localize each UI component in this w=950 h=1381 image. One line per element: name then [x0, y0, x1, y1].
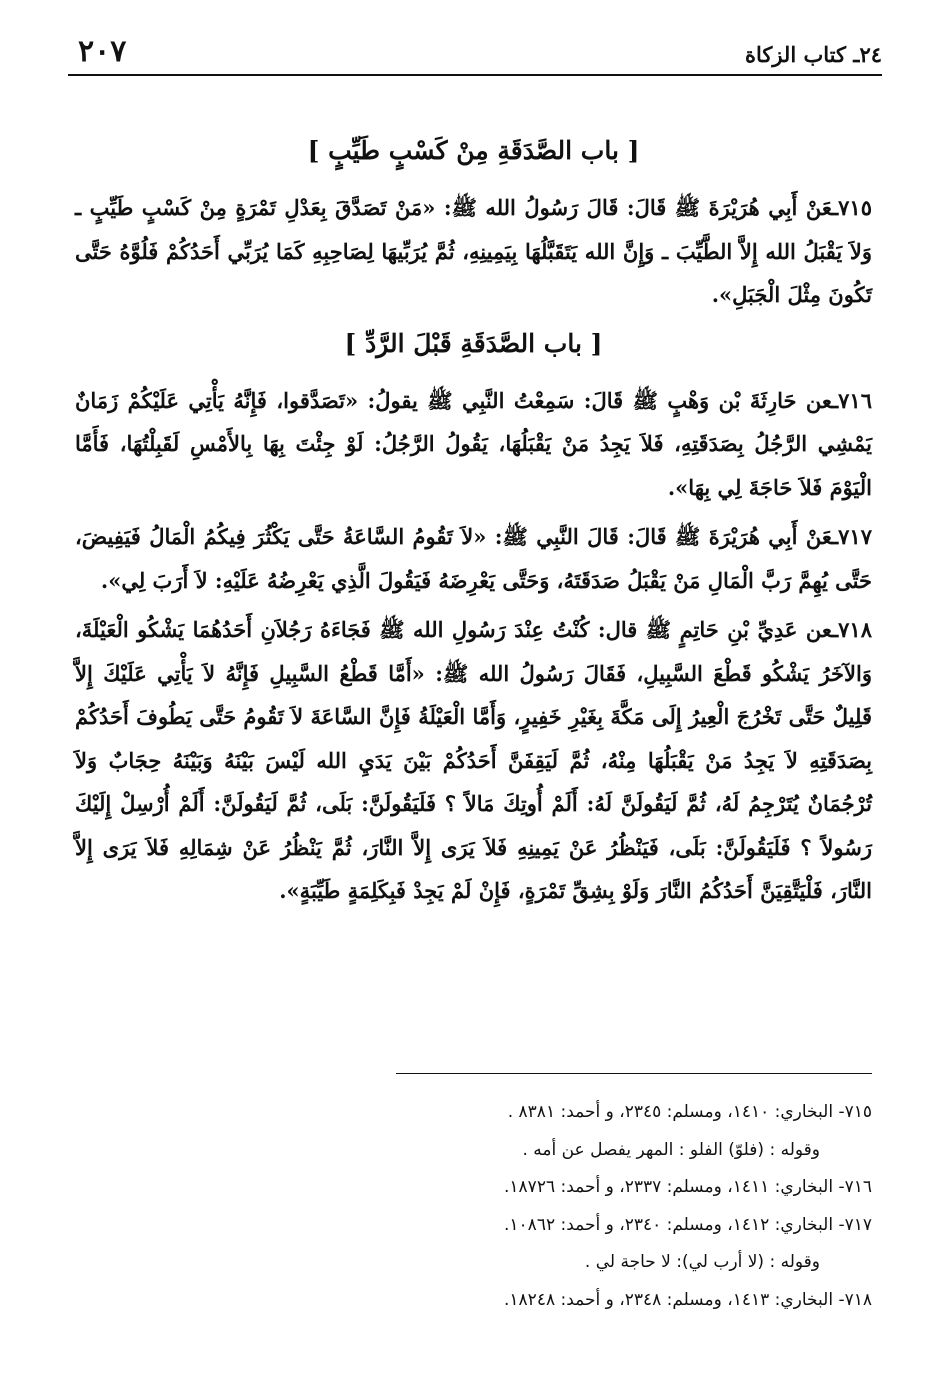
hadith-number: ٧١٦ـ — [832, 387, 872, 413]
hadith-paragraph — [75, 379, 872, 510]
hadith-number: ٧١٨ـ — [832, 617, 872, 642]
hadith-paragraph — [75, 186, 872, 317]
footnotes — [300, 1094, 872, 1319]
footnote-item: ٧١٥- البخاري: ١٤١٠، ومسلم: ٢٣٤٥، و أحمد: ٨٣٨١ . — [507, 1102, 872, 1122]
hadith-number: ٧١٧ـ — [832, 524, 872, 549]
footnote-item: ٧١٨- البخاري: ١٤١٣، ومسلم: ٢٣٤٨، و أحمد: ١٨٢٤٨. — [504, 1289, 872, 1310]
section-title: [ باب الصَّدَقَةِ مِنْ كَسْبٍ طَيِّبٍ ] — [307, 136, 640, 165]
footnote-item: وقوله : (لا أرب لي): لا حاجة لي . — [584, 1252, 820, 1272]
footnote-item: ٧١٦- البخاري: ١٤١١، ومسلم: ٢٣٣٧، و أحمد: ١٨٧٢٦. — [504, 1177, 872, 1197]
hadith-text: عن حَارِثَةَ بْن وَهْبٍ ﷺ قَالَ: سَمِعْتُ النَّبِي ﷺ يقولُ: «تَصَدَّقوا، فَإِنَّهُ يَأْتِي عَلَيْكُمْ زَمَانٌ يَمْشِي الرَّجُلُ بِصَدَقَتِهِ، فَلاَ يَجِدُ مَنْ يَقْبَلُهَا، يَقُولُ الرَّجُلُ: لَوْ جِئْتَ بِهَا بِالأَمْسِ لَقَبِلْتُهَا، فَأَمَّا الْيَوْمَ فَلاَ حَاجَةَ لِي بِهَا». — [75, 387, 872, 500]
footnote-item: وقوله : (فلوّ) الفلو : المهر يفصل عن أمه . — [522, 1139, 820, 1160]
hadith-paragraph — [75, 608, 872, 913]
hadith-text: عَنْ أَبِي هُرَيْرَةَ ﷺ قَالَ: قَالَ رَسُولُ الله ﷺ: «مَنْ تَصَدَّقَ بِعَدْلِ تَمْرَةٍ مِنْ كَسْبٍ طَيِّبٍ ـ وَلاَ يَقْبَلُ الله إِلاَّ الطَّيِّبَ ـ وَإِنَّ الله يَتَقَبَّلُهَا بِيَمِينِهِ، ثُمَّ يُرَبِّيهَا لِصَاحِبِهِ كَمَا يُرَبِّي أَحَدُكُمْ فَلُوَّهُ حَتَّى تَكُونَ مِثْلَ الْجَبَلِ». — [75, 195, 872, 307]
page-number: ٢٠٧ — [78, 34, 127, 69]
page-header — [68, 28, 882, 76]
footnote-item: ٧١٧- البخاري: ١٤١٢، ومسلم: ٢٣٤٠، و أحمد: ١٠٨٦٢. — [504, 1214, 872, 1235]
hadith-number: ٧١٥ـ — [832, 195, 872, 220]
footnote-divider — [396, 1073, 872, 1074]
chapter-title: ٢٤ـ كتاب الزكاة — [744, 42, 882, 67]
hadith-paragraph — [75, 515, 872, 602]
header-divider — [68, 74, 882, 76]
hadith-text: عَنْ أَبِي هُرَيْرَةَ ﷺ قَالَ: قَالَ النَّبِي ﷺ: «لاَ تَقُومُ السَّاعَةُ حَتَّى يَكْثُرَ فِيكُمُ الْمَالُ فَيَفِيضَ، حَتَّى يُهِمَّ رَبَّ الْمَالِ مَنْ يَقْبَلُ صَدَقَتَهُ، وَحَتَّى يَعْرِضَهُ فَيَقُولَ الَّذِي يَعْرِضُهُ عَلَيْهِ: لاَ أَرَبَ لِي». — [75, 524, 872, 593]
hadith-text: عن عَدِيِّ بْنِ حَاتِمٍ ﷺ قال: كُنْتُ عِنْدَ رَسُولِ الله ﷺ فَجَاءَهُ رَجُلاَنِ أَحَدُهُمَا يَشْكُو الْعَيْلَةَ، وَالآخَرُ يَشْكُو قَطْعَ السَّبِيلِ، فَقَالَ رَسُولُ الله ﷺ: «أَمَّا قَطْعُ السَّبِيلِ فَإِنَّهُ لاَ يَأْتِي عَلَيْكَ إِلاَّ قَلِيلٌ حَتَّى تَخْرُجَ الْعِيرُ إِلَى مَكَّةَ بِغَيْرِ خَفِيرٍ، وَأَمَّا الْعَيْلَةُ فَإِنَّ السَّاعَةَ لاَ تَقُومُ حَتَّى يَطُوفَ أَحَدُكُمْ بِصَدَقَتِهِ لاَ يَجِدُ مَنْ يَقْبَلُهَا مِنْهُ، ثُمَّ لَيَقِفَنَّ أَحَدُكُمْ بَيْنَ يَدَيِ الله لَيْسَ بَيْنَهُ وَبَيْنَهُ حِجَابٌ وَلاَ تُرْجُمَانٌ يُتَرْجِمُ لَهُ، ثُمَّ لَيَقُولَنَّ لَهُ: أَلَمْ أُوتِكَ مَالاً ؟ فَلَيَقُولَنَّ: بَلَى، ثُمَّ لَيَقُولَنَّ: أَلَمْ أُرْسِلْ إِلَيْكَ رَسُولاً ؟ فَلَيَقُولَنَّ: بَلَى، فَيَنْظُرُ عَنْ يَمِينِهِ فَلاَ يَرَى إِلاَّ النَّارَ، ثُمَّ يَنْظُرُ عَنْ شِمَالِهِ فَلاَ يَرَى إِلاَّ النَّارَ، فَلْيَتَّقِيَنَّ أَحَدُكُمُ النَّارَ وَلَوْ بِشِقِّ تَمْرَةٍ، فَإِنْ لَمْ يَجِدْ فَبِكَلِمَةٍ طَيِّبَةٍ». — [75, 617, 872, 903]
main-text — [75, 130, 872, 919]
section-title: [ باب الصَّدَقَةِ قَبْلَ الرَّدِّ ] — [344, 328, 603, 358]
